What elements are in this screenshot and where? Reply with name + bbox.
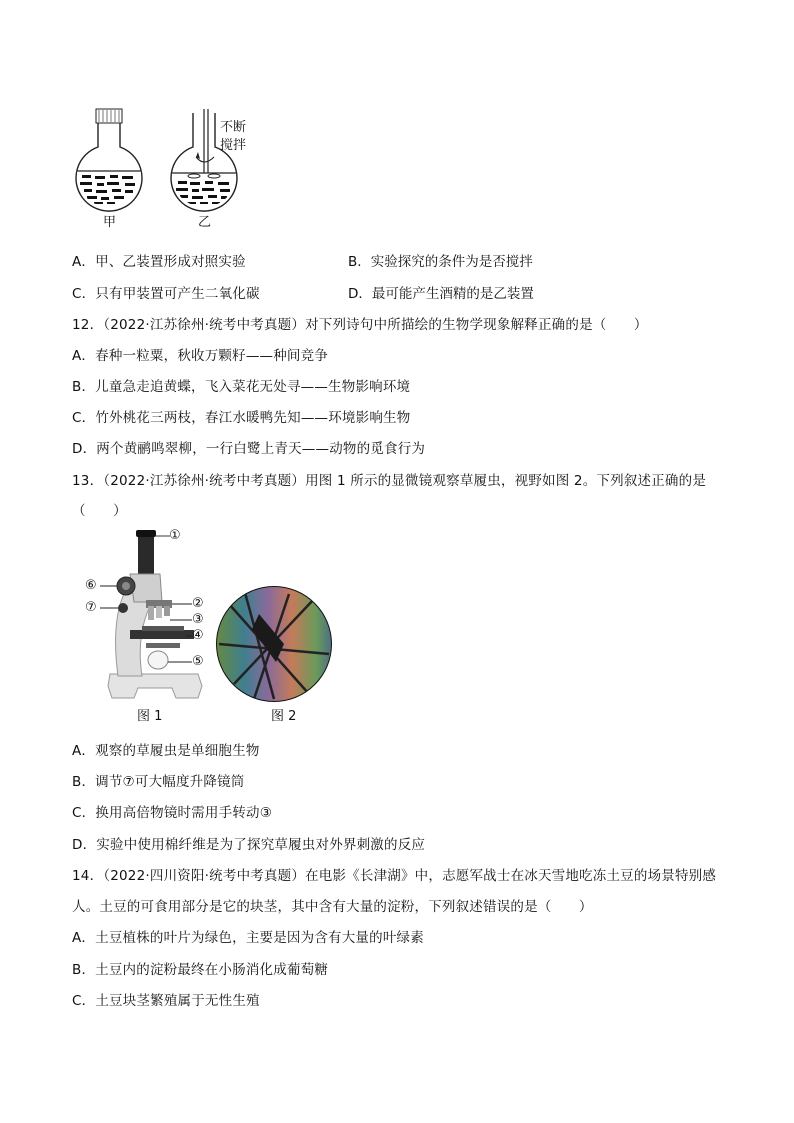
q13-option-d: D．实验中使用棉纤维是为了探究草履虫对外界刺激的反应 bbox=[72, 837, 426, 853]
microscope-marker-6: ⑥ bbox=[85, 578, 97, 593]
q14-option-b: B．土豆内的淀粉最终在小肠消化成葡萄糖 bbox=[72, 962, 329, 978]
field-of-view-image bbox=[214, 584, 334, 704]
q14-stem-line2: 人。土豆的可食用部分是它的块茎，其中含有大量的淀粉，下列叙述错误的是（ ） bbox=[72, 899, 593, 915]
flask-jia bbox=[72, 109, 152, 211]
q14-stem-line1: 14．（2022·四川资阳·统考中考真题）在电影《长津湖》中，志愿军战士在冰天雪地吃冻土豆的场景特别感 bbox=[72, 868, 717, 884]
microscope-marker-3: ③ bbox=[192, 612, 204, 627]
q12-option-a: A．春种一粒粟，秋收万颗籽——种间竞争 bbox=[72, 348, 329, 364]
microscope-marker-4: ④ bbox=[192, 628, 204, 643]
figure-2-label: 图 2 bbox=[271, 709, 297, 724]
microscope-marker-2: ② bbox=[192, 596, 204, 611]
q13-option-a: A．观察的草履虫是单细胞生物 bbox=[72, 743, 260, 759]
q14-option-a: A．土豆植株的叶片为绿色，主要是因为含有大量的叶绿素 bbox=[72, 930, 424, 946]
q11-option-a: A．甲、乙装置形成对照实验 bbox=[72, 254, 246, 270]
flask-jia-label: 甲 bbox=[103, 215, 117, 230]
flask-yi-label: 乙 bbox=[198, 215, 212, 230]
flask-figure bbox=[72, 105, 292, 230]
q13-option-c: C．换用高倍物镜时需用手转动③ bbox=[72, 805, 273, 821]
stir-annotation-line2: 搅拌 bbox=[220, 138, 247, 153]
microscope-marker-1: ① bbox=[169, 528, 181, 543]
figure-1-label: 图 1 bbox=[137, 709, 163, 724]
q12-option-b: B．儿童急走追黄蝶，飞入菜花无处寻——生物影响环境 bbox=[72, 379, 411, 395]
q11-option-d: D．最可能产生酒精的是乙装置 bbox=[348, 286, 534, 302]
q11-option-c: C．只有甲装置可产生二氧化碳 bbox=[72, 286, 260, 302]
q12-option-c: C．竹外桃花三两枝，春江水暖鸭先知——环境影响生物 bbox=[72, 410, 411, 426]
q13-stem-line2: （ ） bbox=[72, 503, 127, 519]
q11-option-b: B．实验探究的条件为是否搅拌 bbox=[348, 254, 533, 270]
stir-annotation-line1: 不断 bbox=[220, 120, 247, 135]
q13-stem-line1: 13．（2022·江苏徐州·统考中考真题）用图 1 所示的显微镜观察草履虫，视野如图 2。下列叙述正确的是 bbox=[72, 473, 707, 489]
microscope-marker-7: ⑦ bbox=[85, 600, 97, 615]
q12-option-d: D．两个黄鹂鸣翠柳，一行白鹭上青天——动物的觅食行为 bbox=[72, 441, 426, 457]
microscope-marker-5: ⑤ bbox=[192, 654, 204, 669]
q12-stem: 12．（2022·江苏徐州·统考中考真题）对下列诗句中所描绘的生物学现象解释正确的是（ ） bbox=[72, 317, 648, 333]
q13-option-b: B．调节⑦可大幅度升降镜筒 bbox=[72, 774, 245, 790]
q14-option-c: C．土豆块茎繁殖属于无性生殖 bbox=[72, 993, 260, 1009]
